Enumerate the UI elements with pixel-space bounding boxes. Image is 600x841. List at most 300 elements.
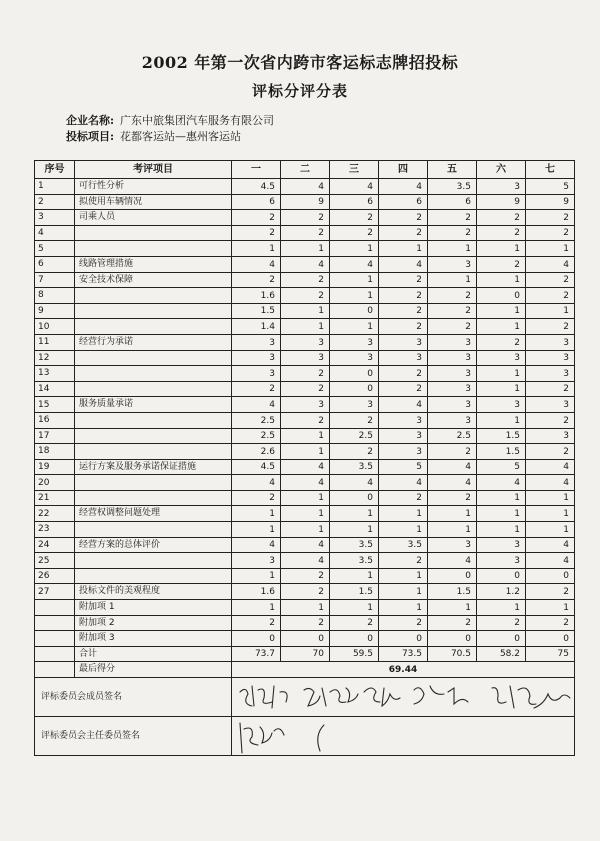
score-cell-judge-1: 2	[232, 225, 281, 241]
score-cell-judge-7: 1	[526, 490, 575, 506]
evaluation-item: 合计	[75, 646, 232, 662]
row-number: 27	[35, 584, 75, 600]
score-cell-judge-2: 1	[281, 319, 330, 335]
score-cell-judge-4: 6	[379, 194, 428, 210]
score-cell-judge-1: 1.6	[232, 584, 281, 600]
score-cell-judge-5: 1	[428, 506, 477, 522]
evaluation-item: 可行性分析	[75, 179, 232, 195]
table-row	[35, 444, 575, 460]
score-cell-judge-5: 2.5	[428, 428, 477, 444]
row-number: 14	[35, 381, 75, 397]
score-cell-judge-1: 2.6	[232, 444, 281, 460]
table-row	[35, 537, 575, 553]
score-cell-judge-3: 3.5	[330, 459, 379, 475]
members-signature-label-cell	[35, 678, 232, 717]
score-cell-judge-3: 3	[330, 334, 379, 350]
table-row	[35, 194, 575, 210]
score-cell-judge-1: 4	[232, 475, 281, 491]
evaluation-item: 运行方案及服务承诺保证措施	[75, 459, 232, 475]
score-cell-judge-4: 1	[379, 568, 428, 584]
score-cell-judge-6: 0	[477, 631, 526, 647]
row-number: 25	[35, 553, 75, 569]
score-cell-judge-6: 3	[477, 397, 526, 413]
evaluation-item: 经营权调整问题处理	[75, 506, 232, 522]
members-signature-row	[35, 678, 575, 717]
score-cell-judge-4: 3	[379, 444, 428, 460]
score-cell-judge-2: 1	[281, 444, 330, 460]
score-cell-judge-7: 4	[526, 459, 575, 475]
project-label: 投标项目:	[66, 130, 115, 143]
chair-signature-cell	[232, 717, 575, 756]
evaluation-item	[75, 303, 232, 319]
evaluation-item	[75, 475, 232, 491]
document-subtitle: 评标分评分表	[251, 82, 348, 100]
score-cell-judge-4: 4	[379, 179, 428, 195]
score-cell-judge-7: 2	[526, 210, 575, 226]
score-cell-judge-5: 3	[428, 256, 477, 272]
score-cell-judge-5: 1	[428, 272, 477, 288]
score-cell-judge-6: 2	[477, 256, 526, 272]
score-cell-judge-3: 3	[330, 397, 379, 413]
score-cell-judge-3: 2	[330, 444, 379, 460]
table-row	[35, 646, 575, 662]
row-number: 6	[35, 256, 75, 272]
score-cell-judge-7: 3	[526, 366, 575, 382]
score-cell-judge-5: 1	[428, 600, 477, 616]
row-number: 10	[35, 319, 75, 335]
table-row	[35, 272, 575, 288]
evaluation-item	[75, 350, 232, 366]
score-cell-judge-6: 1.5	[477, 444, 526, 460]
score-cell-judge-7: 2	[526, 225, 575, 241]
score-cell-judge-7: 2	[526, 288, 575, 304]
score-cell-judge-4: 1	[379, 584, 428, 600]
evaluation-item	[75, 553, 232, 569]
score-cell-judge-6: 3	[477, 537, 526, 553]
score-cell-judge-3: 2.5	[330, 428, 379, 444]
score-cell-judge-5: 3	[428, 334, 477, 350]
table-row	[35, 568, 575, 584]
header-judge-1: 一	[232, 161, 281, 179]
score-cell-judge-5: 6	[428, 194, 477, 210]
score-cell-judge-1: 3	[232, 350, 281, 366]
project-name: 花都客运站—惠州客运站	[120, 130, 241, 143]
score-cell-judge-3: 3	[330, 350, 379, 366]
score-cell-judge-7: 1	[526, 522, 575, 538]
score-cell-judge-2: 1	[281, 303, 330, 319]
row-number: 22	[35, 506, 75, 522]
score-cell-judge-2: 3	[281, 397, 330, 413]
score-cell-judge-5: 4	[428, 475, 477, 491]
score-cell-judge-7: 1	[526, 241, 575, 257]
score-cell-judge-1: 2	[232, 490, 281, 506]
row-number	[35, 615, 75, 631]
score-cell-judge-4: 2	[379, 319, 428, 335]
score-cell-judge-5: 2	[428, 319, 477, 335]
score-cell-judge-6: 9	[477, 194, 526, 210]
evaluation-item	[75, 241, 232, 257]
score-cell-judge-7: 2	[526, 412, 575, 428]
score-cell-judge-4: 2	[379, 303, 428, 319]
score-cell-judge-6: 2	[477, 615, 526, 631]
table-row	[35, 350, 575, 366]
score-cell-judge-3: 6	[330, 194, 379, 210]
row-number: 18	[35, 444, 75, 460]
score-cell-judge-1: 2.5	[232, 428, 281, 444]
score-cell-judge-2: 3	[281, 334, 330, 350]
score-cell-judge-4: 2	[379, 272, 428, 288]
score-cell-judge-1: 4.5	[232, 459, 281, 475]
score-cell-judge-5: 2	[428, 615, 477, 631]
row-number	[35, 631, 75, 647]
score-cell-judge-1: 4.5	[232, 179, 281, 195]
evaluation-item: 司乘人员	[75, 210, 232, 226]
score-cell-judge-2: 2	[281, 568, 330, 584]
evaluation-item	[75, 522, 232, 538]
score-cell-judge-3: 4	[330, 179, 379, 195]
row-number	[35, 600, 75, 616]
score-cell-judge-3: 1	[330, 506, 379, 522]
evaluation-item: 服务质量承诺	[75, 397, 232, 413]
table-row	[35, 584, 575, 600]
score-cell-judge-3: 4	[330, 256, 379, 272]
score-cell-judge-6: 2	[477, 225, 526, 241]
score-cell-judge-2: 2	[281, 615, 330, 631]
score-cell-judge-5: 4	[428, 553, 477, 569]
members-handwritten-signatures	[234, 678, 572, 716]
table-row	[35, 522, 575, 538]
table-row	[35, 506, 575, 522]
score-cell-judge-1: 2	[232, 210, 281, 226]
score-cell-judge-7: 3	[526, 350, 575, 366]
score-cell-judge-4: 1	[379, 506, 428, 522]
score-cell-judge-4: 4	[379, 397, 428, 413]
score-cell-judge-6: 0	[477, 568, 526, 584]
score-cell-judge-4: 2	[379, 225, 428, 241]
score-cell-judge-3: 0	[330, 631, 379, 647]
company-line	[66, 112, 274, 128]
score-cell-judge-2: 4	[281, 179, 330, 195]
score-cell-judge-7: 1	[526, 506, 575, 522]
score-cell-judge-3: 0	[330, 303, 379, 319]
table-row	[35, 490, 575, 506]
score-cell-judge-1: 4	[232, 256, 281, 272]
score-cell-judge-7: 4	[526, 256, 575, 272]
score-cell-judge-5: 3	[428, 366, 477, 382]
score-cell-judge-3: 4	[330, 475, 379, 491]
score-cell-judge-1: 1	[232, 241, 281, 257]
score-cell-judge-5: 1	[428, 522, 477, 538]
evaluation-item: 安全技术保障	[75, 272, 232, 288]
row-number: 20	[35, 475, 75, 491]
score-cell-judge-6: 0	[477, 288, 526, 304]
score-cell-judge-3: 2	[330, 615, 379, 631]
score-cell-judge-3: 1	[330, 568, 379, 584]
table-row	[35, 553, 575, 569]
header-judge-7: 七	[526, 161, 575, 179]
score-cell-judge-4: 1	[379, 600, 428, 616]
row-number: 15	[35, 397, 75, 413]
score-cell-judge-2: 4	[281, 537, 330, 553]
row-number: 24	[35, 537, 75, 553]
members-signature-label: 评标委员会成员签名	[41, 692, 123, 702]
evaluation-item	[75, 225, 232, 241]
row-number: 13	[35, 366, 75, 382]
score-cell-judge-2: 2	[281, 210, 330, 226]
score-cell-judge-7: 4	[526, 475, 575, 491]
row-number: 23	[35, 522, 75, 538]
score-cell-judge-5: 2	[428, 490, 477, 506]
score-cell-judge-5: 2	[428, 303, 477, 319]
table-row	[35, 225, 575, 241]
score-cell-judge-5: 0	[428, 631, 477, 647]
score-cell-judge-4: 1	[379, 241, 428, 257]
score-cell-judge-2: 2	[281, 288, 330, 304]
final-score-label: 最后得分	[75, 662, 232, 678]
score-cell-judge-7: 3	[526, 428, 575, 444]
row-number	[35, 646, 75, 662]
score-cell-judge-6: 1	[477, 241, 526, 257]
score-cell-judge-2: 2	[281, 381, 330, 397]
score-cell-judge-4: 0	[379, 631, 428, 647]
table-row	[35, 179, 575, 195]
score-cell-judge-2: 9	[281, 194, 330, 210]
row-number: 11	[35, 334, 75, 350]
score-cell-judge-5: 70.5	[428, 646, 477, 662]
table-row	[35, 475, 575, 491]
score-cell-judge-1: 73.7	[232, 646, 281, 662]
score-cell-judge-7: 2	[526, 615, 575, 631]
row-number: 2	[35, 194, 75, 210]
table-row	[35, 288, 575, 304]
score-cell-judge-7: 0	[526, 568, 575, 584]
score-cell-judge-1: 3	[232, 366, 281, 382]
evaluation-item: 附加项 2	[75, 615, 232, 631]
score-cell-judge-3: 1	[330, 272, 379, 288]
score-cell-judge-4: 3.5	[379, 537, 428, 553]
evaluation-item	[75, 288, 232, 304]
score-cell-judge-5: 4	[428, 459, 477, 475]
score-cell-judge-5: 3	[428, 537, 477, 553]
document-title: 2002 年第一次省内跨市客运标志牌招投标	[141, 53, 459, 72]
evaluation-item: 附加项 1	[75, 600, 232, 616]
header-judge-4: 四	[379, 161, 428, 179]
chair-handwritten-signature	[234, 717, 572, 755]
score-cell-judge-2: 4	[281, 459, 330, 475]
members-signature-cell	[232, 678, 575, 717]
score-cell-judge-3: 2	[330, 210, 379, 226]
score-cell-judge-7: 75	[526, 646, 575, 662]
score-cell-judge-7: 1	[526, 600, 575, 616]
company-label: 企业名称:	[66, 114, 115, 127]
score-cell-judge-6: 3	[477, 179, 526, 195]
score-cell-judge-2: 4	[281, 553, 330, 569]
score-cell-judge-1: 2	[232, 381, 281, 397]
score-cell-judge-4: 73.5	[379, 646, 428, 662]
header-judge-6: 六	[477, 161, 526, 179]
score-cell-judge-6: 1	[477, 522, 526, 538]
score-cell-judge-7: 4	[526, 553, 575, 569]
row-number: 12	[35, 350, 75, 366]
score-cell-judge-3: 1	[330, 241, 379, 257]
evaluation-item: 线路管理措施	[75, 256, 232, 272]
score-cell-judge-2: 0	[281, 631, 330, 647]
score-cell-judge-1: 1.5	[232, 303, 281, 319]
row-number: 1	[35, 179, 75, 195]
score-cell-judge-3: 1.5	[330, 584, 379, 600]
score-cell-judge-7: 2	[526, 319, 575, 335]
evaluation-item: 经营方案的总体评价	[75, 537, 232, 553]
project-line	[66, 128, 241, 144]
score-cell-judge-5: 1	[428, 241, 477, 257]
final-no-cell	[35, 662, 75, 678]
evaluation-item	[75, 428, 232, 444]
score-cell-judge-1: 1	[232, 506, 281, 522]
score-cell-judge-5: 2	[428, 288, 477, 304]
chair-signature-row	[35, 717, 575, 756]
score-cell-judge-3: 3.5	[330, 553, 379, 569]
score-cell-judge-4: 2	[379, 366, 428, 382]
evaluation-item	[75, 412, 232, 428]
row-number: 19	[35, 459, 75, 475]
score-cell-judge-1: 1	[232, 522, 281, 538]
score-cell-judge-1: 1.6	[232, 288, 281, 304]
score-cell-judge-6: 4	[477, 475, 526, 491]
score-cell-judge-5: 3	[428, 397, 477, 413]
score-cell-judge-2: 4	[281, 256, 330, 272]
score-cell-judge-4: 2	[379, 288, 428, 304]
score-cell-judge-2: 1	[281, 428, 330, 444]
score-cell-judge-1: 3	[232, 334, 281, 350]
score-cell-judge-3: 1	[330, 600, 379, 616]
row-number: 16	[35, 412, 75, 428]
score-cell-judge-2: 1	[281, 600, 330, 616]
score-cell-judge-2: 1	[281, 506, 330, 522]
header-row	[35, 161, 575, 179]
evaluation-item	[75, 381, 232, 397]
evaluation-item: 经营行为承诺	[75, 334, 232, 350]
score-cell-judge-6: 1	[477, 272, 526, 288]
score-cell-judge-1: 1	[232, 600, 281, 616]
score-cell-judge-3: 1	[330, 319, 379, 335]
final-score-value: 69.44	[232, 662, 575, 678]
score-cell-judge-3: 1	[330, 522, 379, 538]
score-cell-judge-2: 2	[281, 272, 330, 288]
score-cell-judge-2: 2	[281, 584, 330, 600]
row-number: 4	[35, 225, 75, 241]
score-cell-judge-2: 2	[281, 225, 330, 241]
score-cell-judge-4: 1	[379, 522, 428, 538]
score-cell-judge-7: 2	[526, 272, 575, 288]
table-row	[35, 256, 575, 272]
row-number: 9	[35, 303, 75, 319]
score-cell-judge-2: 2	[281, 366, 330, 382]
row-number: 26	[35, 568, 75, 584]
score-cell-judge-3: 2	[330, 412, 379, 428]
score-cell-judge-7: 2	[526, 584, 575, 600]
header-judge-5: 五	[428, 161, 477, 179]
evaluation-item: 拟使用车辆情况	[75, 194, 232, 210]
score-cell-judge-7: 5	[526, 179, 575, 195]
row-number: 3	[35, 210, 75, 226]
score-cell-judge-6: 1	[477, 412, 526, 428]
score-cell-judge-2: 3	[281, 350, 330, 366]
evaluation-item	[75, 319, 232, 335]
row-number: 5	[35, 241, 75, 257]
score-cell-judge-4: 3	[379, 350, 428, 366]
score-table	[34, 160, 575, 756]
row-number: 7	[35, 272, 75, 288]
score-cell-judge-7: 9	[526, 194, 575, 210]
score-cell-judge-3: 3.5	[330, 537, 379, 553]
score-cell-judge-3: 59.5	[330, 646, 379, 662]
evaluation-item	[75, 568, 232, 584]
score-cell-judge-6: 1.2	[477, 584, 526, 600]
score-cell-judge-4: 4	[379, 256, 428, 272]
header-judge-3: 三	[330, 161, 379, 179]
score-cell-judge-4: 4	[379, 475, 428, 491]
chair-signature-label: 评标委员会主任委员签名	[41, 731, 141, 741]
score-cell-judge-2: 4	[281, 475, 330, 491]
score-cell-judge-5: 2	[428, 225, 477, 241]
score-cell-judge-7: 1	[526, 303, 575, 319]
score-cell-judge-6: 1	[477, 506, 526, 522]
chair-signature-label-cell	[35, 717, 232, 756]
table-row	[35, 381, 575, 397]
score-cell-judge-4: 2	[379, 210, 428, 226]
score-cell-judge-2: 1	[281, 490, 330, 506]
final-score-row	[35, 662, 575, 678]
score-cell-judge-3: 0	[330, 366, 379, 382]
row-number: 8	[35, 288, 75, 304]
score-cell-judge-5: 3	[428, 350, 477, 366]
score-cell-judge-6: 5	[477, 459, 526, 475]
table-row	[35, 334, 575, 350]
score-cell-judge-6: 3	[477, 350, 526, 366]
evaluation-item	[75, 490, 232, 506]
score-cell-judge-1: 2	[232, 615, 281, 631]
score-cell-judge-7: 2	[526, 381, 575, 397]
score-cell-judge-4: 3	[379, 428, 428, 444]
score-cell-judge-5: 1.5	[428, 584, 477, 600]
score-cell-judge-7: 4	[526, 537, 575, 553]
score-cell-judge-6: 2	[477, 334, 526, 350]
score-cell-judge-4: 2	[379, 615, 428, 631]
score-cell-judge-6: 2	[477, 210, 526, 226]
score-cell-judge-1: 2.5	[232, 412, 281, 428]
score-cell-judge-4: 3	[379, 412, 428, 428]
row-number: 21	[35, 490, 75, 506]
table-row	[35, 428, 575, 444]
score-cell-judge-5: 2	[428, 210, 477, 226]
score-cell-judge-5: 0	[428, 568, 477, 584]
score-cell-judge-1: 3	[232, 553, 281, 569]
score-cell-judge-7: 0	[526, 631, 575, 647]
table-row	[35, 241, 575, 257]
score-cell-judge-2: 1	[281, 522, 330, 538]
score-cell-judge-5: 3.5	[428, 179, 477, 195]
score-cell-judge-6: 3	[477, 553, 526, 569]
score-cell-judge-6: 1	[477, 366, 526, 382]
score-cell-judge-1: 4	[232, 397, 281, 413]
score-cell-judge-5: 2	[428, 444, 477, 460]
score-cell-judge-4: 3	[379, 334, 428, 350]
score-cell-judge-2: 2	[281, 412, 330, 428]
table-row	[35, 303, 575, 319]
score-cell-judge-1: 1	[232, 568, 281, 584]
score-cell-judge-1: 2	[232, 272, 281, 288]
score-cell-judge-4: 2	[379, 381, 428, 397]
